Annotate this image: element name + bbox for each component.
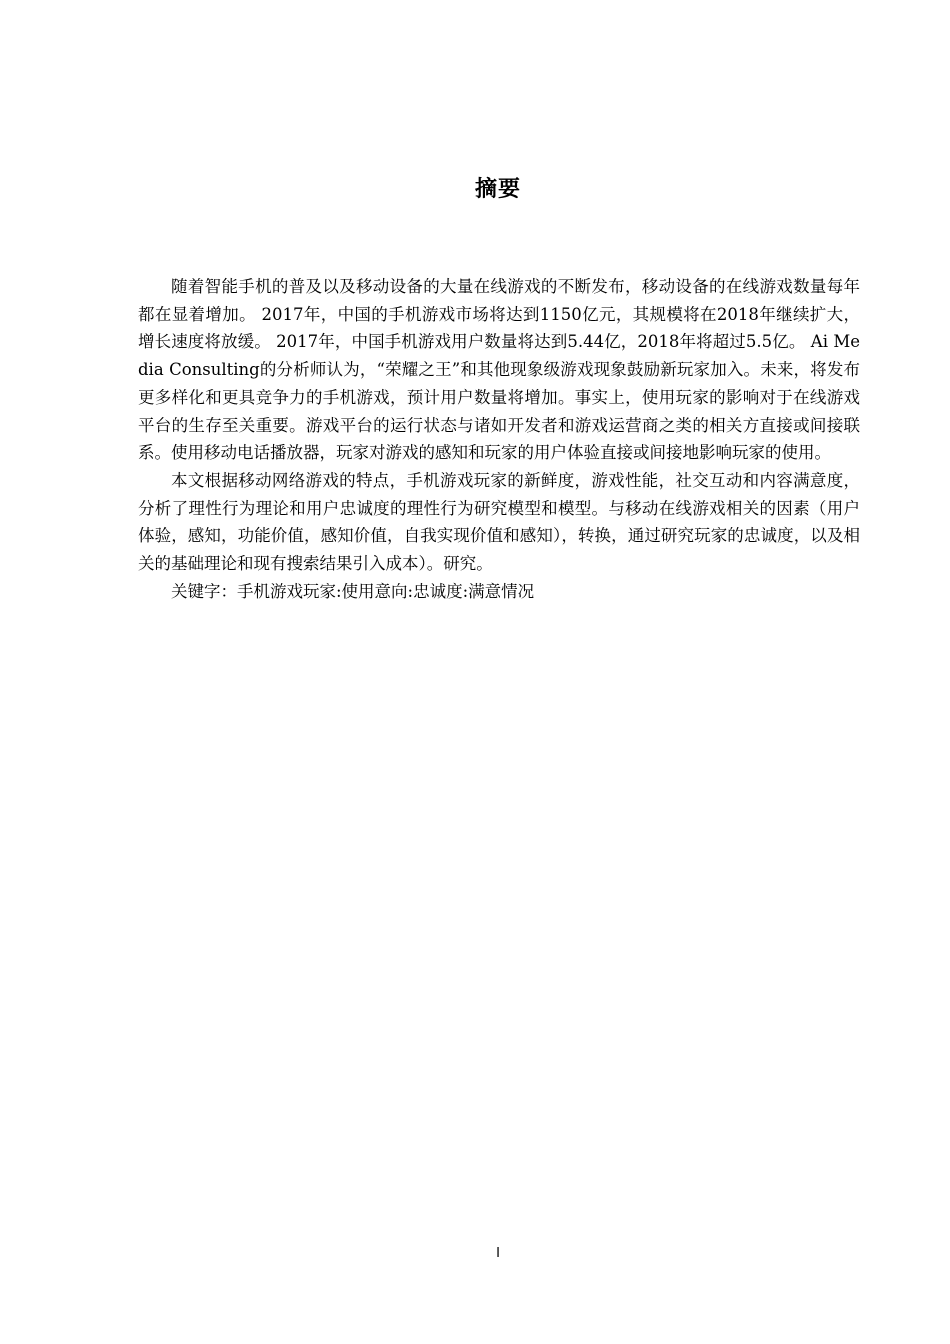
abstract-body xyxy=(138,273,860,605)
page-title: 摘要 xyxy=(474,177,521,202)
abstract-paragraph-2: 本文根据移动网络游戏的特点，手机游戏玩家的新鲜度，游戏性能，社交互动和内容满意度，分析了理性行为理论和用户忠诚度的理性行为研究模型和模型。与移动在线游戏相关的因素（用户体验，感知，功能价值，感知价值，自我实现价值和感知），转换，通过研究玩家的忠诚度，以及相关的基础理论和现有搜索结果引入成本）。研究。 xyxy=(138,470,860,574)
page-number: I xyxy=(496,1246,500,1261)
abstract-paragraph-1: 随着智能手机的普及以及移动设备的大量在线游戏的不断发布，移动设备的在线游戏数量每年都在显着增加。 2017年，中国的手机游戏市场将达到1150亿元，其规模将在2018年继续扩大，增长速度将放缓。 2017年，中国手机游戏用户数量将达到5.44亿，2018年将超过5.5亿。 Ai Media Consulting的分析师认为，“荣耀之王”和其他现象级游戏现象鼓励新玩家加入。未来，将发布更多样化和更具竞争力的手机游戏，预计用户数量将增加。事实上，使用玩家的影响对于在线游戏平台的生存至关重要。游戏平台的运行状态与诸如开发者和游戏运营商之类的相关方直接或间接联系。使用移动电话播放器，玩家对游戏的感知和玩家的用户体验直接或间接地影响玩家的使用。 xyxy=(138,277,860,463)
keywords-line: 关键字：手机游戏玩家:使用意向:忠诚度:满意情况 xyxy=(171,581,535,601)
